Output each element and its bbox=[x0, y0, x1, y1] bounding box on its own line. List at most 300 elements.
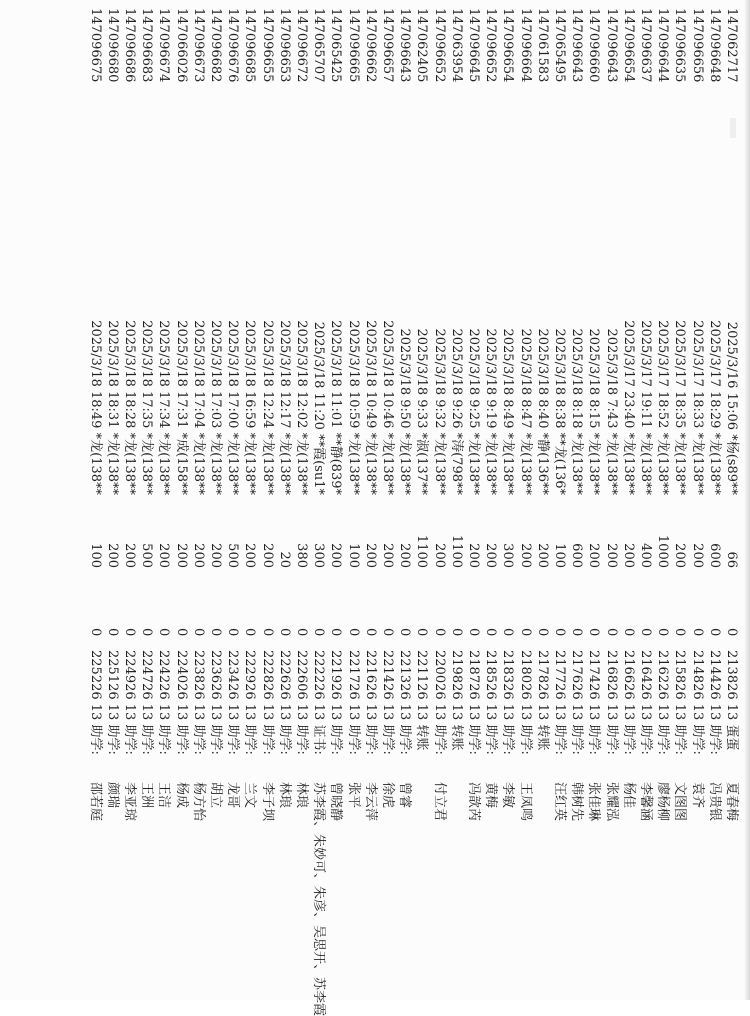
transaction-datetime bbox=[671, 200, 688, 495]
amount: 200 bbox=[603, 543, 619, 568]
payer-text: **霞(su1* bbox=[311, 434, 327, 495]
table-row bbox=[121, 0, 138, 1000]
reference-code: 219826 bbox=[448, 650, 464, 700]
reference-number bbox=[396, 650, 413, 755]
reference-number bbox=[689, 650, 706, 755]
transaction-id: 147065707 bbox=[311, 8, 327, 83]
reference-number bbox=[190, 650, 207, 755]
reference-number bbox=[345, 650, 362, 755]
datetime-text: 2025/3/17 18:29 bbox=[706, 320, 722, 429]
reference-code: 217826 bbox=[534, 650, 550, 700]
reference-code: 221626 bbox=[362, 650, 378, 700]
table-row bbox=[585, 0, 602, 1000]
transaction-id: 147096682 bbox=[208, 8, 223, 83]
payer-text: *龙(138** bbox=[672, 432, 688, 495]
transaction-datetime bbox=[104, 200, 121, 495]
transaction-datetime bbox=[603, 200, 620, 495]
datetime-text: 2025/3/18 17:04 bbox=[190, 320, 206, 429]
reference-number bbox=[431, 650, 448, 755]
amount: 200 bbox=[156, 543, 172, 568]
datetime-text: 2025/3/18 11:20 bbox=[311, 321, 327, 430]
student-name: 张佳琳 bbox=[586, 782, 602, 822]
reference-code: 217426 bbox=[586, 650, 602, 700]
datetime-text: 2025/3/18 9:25 bbox=[466, 328, 481, 429]
reference-code: 223826 bbox=[190, 650, 206, 700]
table-row bbox=[190, 0, 207, 1000]
amount: 100 bbox=[87, 543, 103, 568]
reference-code: 217626 bbox=[569, 650, 585, 700]
course-label: 13 助学: bbox=[156, 703, 172, 755]
student-name: 袁齐 bbox=[689, 782, 705, 809]
table-row bbox=[327, 0, 344, 1000]
student-name: 李子坝 bbox=[259, 782, 275, 822]
payer-text: **龙(136* bbox=[552, 432, 567, 495]
transaction-datetime bbox=[155, 200, 172, 495]
student-name: 李亚琼 bbox=[122, 782, 137, 822]
reference-code: 215826 bbox=[672, 650, 688, 700]
table-row bbox=[603, 0, 620, 1000]
transaction-id: 147096654 bbox=[500, 8, 516, 83]
datetime-text: 2025/3/18 9:32 bbox=[431, 328, 447, 429]
amount: 200 bbox=[620, 543, 636, 568]
amount: 200 bbox=[517, 543, 533, 568]
payer-text: *静(136** bbox=[534, 432, 550, 495]
zero-value: 0 bbox=[173, 628, 189, 637]
table-row bbox=[517, 0, 534, 1000]
table-row bbox=[482, 0, 499, 1000]
transaction-id: 147096662 bbox=[362, 8, 378, 83]
transaction-datetime bbox=[637, 200, 654, 495]
reference-number bbox=[241, 650, 258, 755]
student-name: 李馨涵 bbox=[638, 782, 653, 822]
zero-value: 0 bbox=[724, 628, 739, 637]
payer-text: *龙(138** bbox=[104, 432, 120, 495]
zero-value: 0 bbox=[431, 628, 447, 637]
zero-value: 0 bbox=[328, 628, 344, 637]
transaction-id: 147096652 bbox=[483, 8, 499, 83]
course-label: 13 助学: bbox=[620, 703, 636, 755]
reference-code: 223426 bbox=[225, 650, 241, 700]
zero-value: 0 bbox=[552, 628, 567, 637]
course-label: 13 助学: bbox=[173, 703, 189, 755]
payer-text: *龙(138** bbox=[517, 432, 533, 495]
zero-value: 0 bbox=[345, 628, 361, 637]
payer-text: *龙(138** bbox=[397, 432, 413, 495]
course-label: 13 助学: bbox=[380, 703, 395, 755]
payer-text: *龙(138** bbox=[603, 432, 619, 495]
transaction-datetime bbox=[620, 200, 637, 495]
amount: 600 bbox=[569, 543, 585, 568]
amount: 1000 bbox=[655, 534, 671, 568]
reference-code: 216226 bbox=[655, 650, 671, 700]
student-name: 付立君 bbox=[431, 782, 447, 822]
transaction-datetime bbox=[723, 200, 740, 495]
table-row bbox=[448, 0, 465, 1000]
zero-value: 0 bbox=[139, 628, 155, 637]
transaction-id: 147061583 bbox=[534, 8, 550, 83]
reference-number bbox=[207, 650, 224, 755]
reference-code: 224226 bbox=[156, 650, 172, 700]
course-label: 13 助学: bbox=[655, 703, 671, 755]
payer-text: *龙(138** bbox=[294, 432, 309, 495]
transaction-id: 147096674 bbox=[156, 8, 172, 83]
transaction-id: 147066026 bbox=[173, 8, 189, 83]
datetime-text: 2025/3/16 15:06 bbox=[724, 321, 739, 431]
amount: 200 bbox=[328, 543, 344, 568]
transaction-id: 147096652 bbox=[431, 8, 447, 83]
reference-code: 221326 bbox=[397, 650, 413, 700]
transaction-id: 147096685 bbox=[242, 8, 258, 83]
reference-number bbox=[603, 650, 620, 755]
course-label: 13 蛋蛋 bbox=[724, 703, 739, 751]
zero-value: 0 bbox=[87, 628, 103, 637]
transaction-id: 147096656 bbox=[689, 8, 705, 83]
student-name: 黄梅 bbox=[483, 782, 499, 809]
datetime-text: 2025/3/18 16:59 bbox=[242, 320, 258, 429]
transaction-datetime bbox=[173, 200, 190, 495]
payer-text: **静(839* bbox=[328, 432, 344, 495]
amount: 200 bbox=[397, 543, 413, 568]
student-name: 徐虎 bbox=[380, 782, 395, 809]
course-label: 13 助学: bbox=[569, 703, 585, 755]
table-row bbox=[207, 0, 224, 1000]
amount: 20 bbox=[276, 551, 292, 568]
reference-number bbox=[138, 650, 155, 755]
payer-text: *杨(s89** bbox=[724, 434, 739, 495]
transaction-id: 147096673 bbox=[190, 8, 206, 83]
reference-number bbox=[104, 650, 121, 755]
amount: 300 bbox=[311, 543, 327, 568]
datetime-text: 2025/3/18 7:43 bbox=[603, 328, 619, 429]
reference-code: 224726 bbox=[139, 650, 155, 700]
datetime-text: 2025/3/17 23:40 bbox=[620, 320, 636, 429]
zero-value: 0 bbox=[104, 628, 120, 637]
table-row bbox=[689, 0, 706, 1000]
amount: 200 bbox=[173, 543, 189, 568]
course-label: 13 助学: bbox=[500, 703, 516, 755]
zero-value: 0 bbox=[569, 628, 585, 637]
table-row bbox=[620, 0, 637, 1000]
course-label: 13 助学: bbox=[345, 703, 361, 755]
zero-value: 0 bbox=[294, 628, 309, 637]
page-edge-shadow bbox=[744, 0, 750, 1000]
amount: 300 bbox=[500, 543, 516, 568]
transaction-datetime bbox=[654, 200, 671, 495]
payer-text: *龙(138** bbox=[655, 432, 671, 495]
reference-code: 216426 bbox=[638, 650, 653, 700]
reference-code: 222826 bbox=[259, 650, 275, 700]
datetime-text: 2025/3/17 18:35 bbox=[672, 320, 688, 429]
transaction-id: 147096664 bbox=[517, 8, 533, 83]
course-label: 13 转账 bbox=[448, 703, 464, 751]
amount: 100 bbox=[345, 543, 361, 568]
transaction-datetime bbox=[259, 200, 276, 495]
course-label: 13 助学: bbox=[706, 703, 722, 755]
datetime-text: 2025/3/18 10:49 bbox=[362, 320, 378, 429]
student-name: 张平 bbox=[345, 782, 361, 809]
payer-text: *龙(138** bbox=[139, 432, 155, 495]
zero-value: 0 bbox=[500, 628, 516, 637]
course-label: 13 助学: bbox=[689, 703, 705, 755]
reference-number bbox=[413, 650, 430, 750]
transaction-id: 147065495 bbox=[552, 8, 567, 83]
transaction-datetime bbox=[585, 200, 602, 495]
transaction-datetime bbox=[138, 200, 155, 495]
zero-value: 0 bbox=[638, 628, 653, 637]
datetime-text: 2025/3/18 11:01 bbox=[328, 320, 344, 429]
student-name: 文图图 bbox=[672, 782, 688, 822]
course-label: 13 助学: bbox=[431, 703, 447, 755]
reference-code: 221726 bbox=[345, 650, 361, 700]
transaction-id: 147062405 bbox=[414, 8, 430, 83]
reference-code: 218726 bbox=[466, 650, 481, 700]
course-label: 13 助学: bbox=[242, 703, 258, 755]
datetime-text: 2025/3/18 17:34 bbox=[156, 320, 172, 429]
table-row bbox=[654, 0, 671, 1000]
transaction-datetime bbox=[413, 200, 430, 495]
course-label: 13 助学: bbox=[483, 703, 499, 755]
transaction-id: 147096635 bbox=[672, 8, 688, 83]
transaction-datetime bbox=[517, 200, 534, 495]
transaction-datetime bbox=[121, 200, 138, 495]
payer-text: *龙(138** bbox=[689, 432, 705, 495]
zero-value: 0 bbox=[517, 628, 533, 637]
reference-code: 222926 bbox=[242, 650, 258, 700]
amount: 1100 bbox=[414, 534, 430, 568]
transaction-id: 147096644 bbox=[655, 8, 671, 83]
reference-code: 222626 bbox=[276, 650, 292, 700]
reference-number bbox=[310, 650, 327, 755]
transaction-id: 147096675 bbox=[87, 8, 103, 83]
amount: 200 bbox=[208, 543, 223, 568]
transaction-datetime bbox=[207, 200, 224, 495]
datetime-text: 2025/3/18 17:35 bbox=[139, 320, 155, 429]
datetime-text: 2025/3/18 17:31 bbox=[173, 320, 189, 429]
reference-number bbox=[706, 650, 723, 755]
amount: 100 bbox=[552, 543, 567, 568]
reference-code: 221126 bbox=[414, 650, 430, 700]
table-row bbox=[224, 0, 241, 1000]
course-label: 13 助学: bbox=[225, 703, 241, 755]
reference-code: 220026 bbox=[431, 650, 447, 700]
datetime-text: 2025/3/18 12:02 bbox=[294, 320, 309, 429]
datetime-text: 2025/3/18 18:49 bbox=[87, 320, 103, 429]
course-label: 13 助学: bbox=[638, 703, 653, 755]
reference-code: 222606 bbox=[294, 650, 309, 700]
reference-number bbox=[448, 650, 465, 750]
zero-value: 0 bbox=[156, 628, 172, 637]
amount: 380 bbox=[294, 543, 309, 568]
payer-text: *龙(138** bbox=[362, 432, 378, 495]
student-name: 曾晓静 bbox=[328, 782, 344, 822]
student-name: 苏李霞、朱妙可、朱彦、吴思开、苏李霞 bbox=[311, 782, 327, 1016]
amount: 200 bbox=[672, 543, 688, 568]
zero-value: 0 bbox=[672, 628, 688, 637]
student-name: 林琅 bbox=[276, 782, 292, 809]
transaction-datetime bbox=[345, 200, 362, 495]
course-label: 13 助学: bbox=[517, 703, 533, 755]
table-row bbox=[431, 0, 448, 1000]
student-name: 汪红英 bbox=[552, 782, 567, 822]
student-name: 曾睿 bbox=[397, 782, 413, 809]
reference-number bbox=[259, 650, 276, 755]
reference-code: 216626 bbox=[620, 650, 636, 700]
reference-number bbox=[362, 650, 379, 755]
course-label: 13 助学: bbox=[397, 703, 413, 755]
transaction-id: 147096672 bbox=[294, 8, 309, 83]
transaction-datetime bbox=[362, 200, 379, 495]
amount: 200 bbox=[362, 543, 378, 568]
payer-text: *龙(138** bbox=[380, 432, 395, 495]
datetime-text: 2025/3/18 8:49 bbox=[500, 328, 516, 429]
datetime-text: 2025/3/18 10:59 bbox=[345, 320, 361, 429]
transaction-id: 147096643 bbox=[397, 8, 413, 83]
table-row bbox=[155, 0, 172, 1000]
payer-text: *龙(138** bbox=[431, 432, 447, 495]
payer-text: *龙(138** bbox=[242, 432, 258, 495]
transaction-id: 147062717 bbox=[724, 8, 739, 83]
reference-number bbox=[551, 650, 568, 755]
zero-value: 0 bbox=[208, 628, 223, 637]
reference-number bbox=[155, 650, 172, 755]
payer-text: *龙(138** bbox=[466, 432, 481, 495]
course-label: 13 助学: bbox=[672, 703, 688, 755]
reference-number bbox=[620, 650, 637, 755]
table-row bbox=[138, 0, 155, 1000]
zero-value: 0 bbox=[466, 628, 481, 637]
transaction-datetime bbox=[327, 200, 344, 495]
course-label: 13 助学: bbox=[104, 703, 120, 755]
payer-text: *龙(138** bbox=[569, 432, 585, 495]
transaction-datetime bbox=[482, 200, 499, 495]
transaction-datetime bbox=[465, 200, 482, 495]
transaction-id: 147096657 bbox=[380, 8, 395, 83]
transaction-id: 147096680 bbox=[104, 8, 120, 83]
transaction-datetime bbox=[689, 200, 706, 495]
student-name: 杨方怡 bbox=[190, 782, 206, 822]
reference-number bbox=[499, 650, 516, 755]
zero-value: 0 bbox=[190, 628, 206, 637]
student-name: 龙哥 bbox=[225, 782, 241, 809]
transaction-id: 147096653 bbox=[276, 8, 292, 83]
amount: 200 bbox=[259, 543, 275, 568]
table-row bbox=[637, 0, 654, 1000]
reference-code: 221926 bbox=[328, 650, 344, 700]
zero-value: 0 bbox=[362, 628, 378, 637]
zero-value: 0 bbox=[689, 628, 705, 637]
zero-value: 0 bbox=[655, 628, 671, 637]
datetime-text: 2025/3/18 9:19 bbox=[483, 328, 499, 429]
reference-code: 214826 bbox=[689, 650, 705, 700]
student-name: 林琅 bbox=[294, 782, 309, 809]
datetime-text: 2025/3/18 9:33 bbox=[414, 328, 430, 429]
transaction-datetime bbox=[534, 200, 551, 495]
student-name: 杨成 bbox=[173, 782, 189, 809]
datetime-text: 2025/3/17 19:11 bbox=[638, 320, 653, 429]
student-name: 夏春梅 bbox=[724, 782, 739, 822]
transaction-id: 147096654 bbox=[620, 8, 636, 83]
datetime-text: 2025/3/18 9:50 bbox=[397, 328, 413, 429]
zero-value: 0 bbox=[620, 628, 636, 637]
table-row bbox=[173, 0, 190, 1000]
course-label: 13 转账 bbox=[414, 703, 430, 751]
datetime-text: 2025/3/18 8:47 bbox=[517, 328, 533, 429]
transaction-datetime bbox=[706, 200, 723, 495]
table-row bbox=[310, 0, 327, 1016]
payer-text: *龙(138** bbox=[208, 432, 223, 495]
payer-text: *龙(138** bbox=[87, 432, 103, 495]
course-label: 13 助学: bbox=[208, 703, 223, 755]
course-label: 13 助学: bbox=[122, 703, 137, 755]
transaction-id: 147096686 bbox=[122, 8, 137, 83]
table-row bbox=[465, 0, 482, 1000]
reference-code: 216826 bbox=[603, 650, 619, 700]
reference-code: 222226 bbox=[311, 650, 327, 700]
payer-text: *龙(138** bbox=[225, 432, 241, 495]
reference-number bbox=[585, 650, 602, 755]
student-name: 王洲 bbox=[139, 782, 155, 809]
transaction-id: 147096683 bbox=[139, 8, 155, 83]
amount: 200 bbox=[534, 543, 550, 568]
payer-text: *淑(137** bbox=[414, 432, 430, 495]
student-name: 兰文 bbox=[242, 782, 258, 809]
zero-value: 0 bbox=[706, 628, 722, 637]
transaction-datetime bbox=[190, 200, 207, 495]
amount: 66 bbox=[724, 551, 739, 568]
course-label: 13 助学: bbox=[87, 703, 103, 755]
payer-text: *龙(138** bbox=[500, 432, 516, 495]
datetime-text: 2025/3/18 8:38 bbox=[552, 328, 567, 429]
payer-text: *龙(138** bbox=[638, 432, 653, 495]
datetime-text: 2025/3/18 12:24 bbox=[259, 320, 275, 429]
student-name: 王凤鸣 bbox=[517, 782, 533, 822]
transaction-datetime bbox=[241, 200, 258, 495]
zero-value: 0 bbox=[483, 628, 499, 637]
reference-number bbox=[173, 650, 190, 755]
table-row bbox=[379, 0, 396, 1000]
zero-value: 0 bbox=[534, 628, 550, 637]
table-row bbox=[499, 0, 516, 1000]
transaction-datetime bbox=[293, 200, 310, 495]
transaction-id: 147063954 bbox=[448, 8, 464, 83]
table-row bbox=[396, 0, 413, 1000]
table-row bbox=[293, 0, 310, 1000]
table-row bbox=[706, 0, 723, 1000]
amount: 200 bbox=[104, 543, 120, 568]
course-label: 13 助学: bbox=[586, 703, 602, 755]
zero-value: 0 bbox=[414, 628, 430, 637]
payer-text: *龙(138** bbox=[190, 432, 206, 495]
table-row bbox=[413, 0, 430, 1000]
transaction-datetime bbox=[87, 200, 104, 495]
transaction-id: 147096645 bbox=[466, 8, 481, 83]
table-row bbox=[723, 0, 740, 1000]
reference-number bbox=[121, 650, 138, 755]
table-row bbox=[534, 0, 551, 1000]
reference-code: 214426 bbox=[706, 650, 722, 700]
payer-text: *龙(138** bbox=[345, 432, 361, 495]
payer-text: *涛(798** bbox=[448, 432, 464, 495]
course-label: 13 助学: bbox=[466, 703, 481, 755]
course-label: 13 助学: bbox=[276, 703, 292, 755]
reference-number bbox=[568, 650, 585, 755]
reference-code: 221426 bbox=[380, 650, 395, 700]
payer-text: *龙(138** bbox=[259, 432, 275, 495]
reference-number bbox=[379, 650, 396, 755]
transaction-id: 147096643 bbox=[569, 8, 585, 83]
amount: 500 bbox=[139, 543, 155, 568]
zero-value: 0 bbox=[259, 628, 275, 637]
